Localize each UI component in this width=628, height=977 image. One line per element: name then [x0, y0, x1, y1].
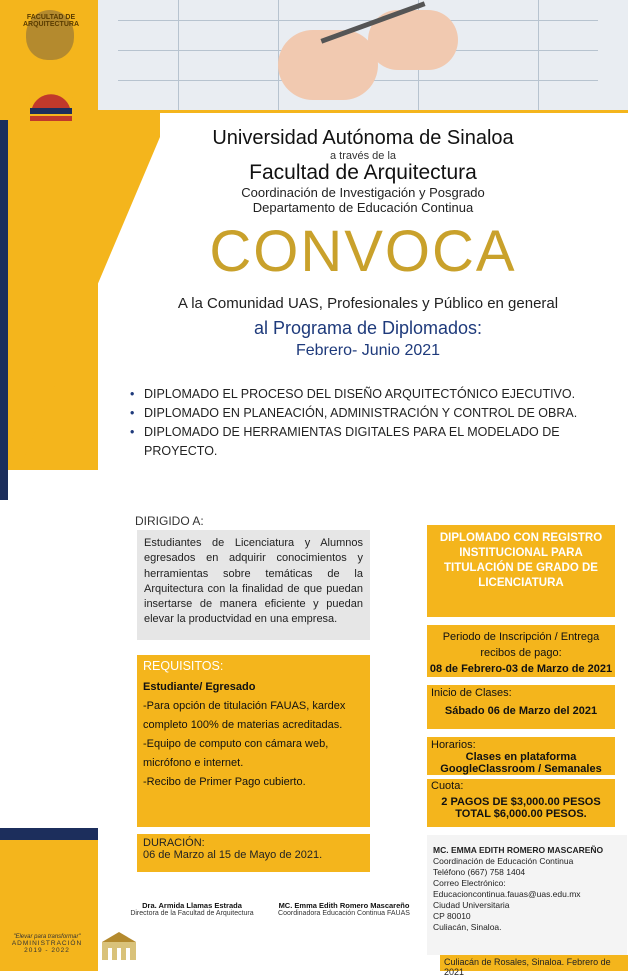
left-navy-bar: [0, 828, 98, 840]
horarios-label: Horarios:: [431, 739, 476, 751]
signature-coordinator: [264, 901, 424, 917]
duracion-box: [137, 834, 370, 872]
left-white-area: [0, 470, 98, 830]
contact-email: Educacioncontinua.fauas@uas.edu.mx: [433, 889, 581, 899]
horarios-box: [427, 737, 615, 775]
requisitos-title: REQUISITOS:: [143, 659, 224, 673]
contact-line: Ciudad Universitaria: [433, 900, 510, 910]
requisitos-box: [137, 655, 370, 827]
building-logo-icon: [100, 930, 138, 962]
contact-line: Correo Electrónico:: [433, 878, 506, 888]
admin-title: ADMINISTRACIÓN: [11, 940, 83, 947]
contact-line: CP 80010: [433, 911, 471, 921]
contact-line: Teléfono (667) 758 1404: [433, 867, 526, 877]
requisito-item: -Recibo de Primer Pago cubierto.: [143, 776, 306, 788]
signature-director: [122, 901, 262, 917]
program-title: al Programa de Diplomados:: [253, 318, 483, 338]
left-navy-stripe: [0, 120, 8, 500]
dirigido-text: Estudiantes de Licenciatura y Alumnos egresados en adquirir conocimientos y herramientas sobre temáticas de la Arquitectura con la finalidad de que puedan insertarse de manera eficiente y puedan elevar la productvidad en una empresa.: [137, 530, 370, 640]
cuota-label: Cuota:: [431, 780, 464, 792]
cuota-line-1: 2 PAGOS DE $3,000.00 PESOS: [441, 796, 601, 808]
convoca-heading: CONVOCA: [209, 219, 517, 284]
signature-role: Directora de la Facultad de Arquitectura: [130, 910, 254, 917]
cuota-line-2: TOTAL $6,000.00 PESOS.: [455, 808, 587, 820]
dirigido-label: DIRIGIDO A:: [135, 514, 204, 528]
inicio-box: [427, 685, 615, 729]
admin-logo: [6, 934, 88, 954]
inicio-value: Sábado 06 de Marzo del 2021: [444, 705, 598, 717]
list-item: • DIPLOMADO EL PROCESO DEL DISEÑO ARQUITECTÓNICO EJECUTIVO.: [130, 385, 620, 404]
inicio-label: Inicio de Clases:: [431, 687, 512, 699]
coordination-name: Coordinación de Investigación y Posgrado: [241, 185, 485, 200]
a-traves-text: a través de la: [329, 150, 397, 162]
cuota-box: [427, 779, 615, 827]
signature-role: Coordinadora Educación Continua FAUAS: [278, 910, 410, 917]
contact-box: [427, 835, 627, 955]
requisito-item: -Para opción de titulación FAUAS, kardex completo 100% de materias acreditadas.: [143, 700, 346, 731]
inscripcion-box: [427, 625, 615, 677]
registro-box: DIPLOMADO CON REGISTRO INSTITUCIONAL PARA TITULACIÓN DE GRADO DE LICENCIATURA: [427, 525, 615, 617]
diplomados-list: [130, 385, 620, 461]
signature-name: MC. Emma Edith Romero Mascareño: [278, 901, 410, 910]
audience-text: A la Comunidad UAS, Profesionales y Público en general: [177, 295, 559, 312]
list-item: • DIPLOMADO DE HERRAMIENTAS DIGITALES PARA EL MODELADO DE PROYECTO.: [130, 423, 620, 461]
requisitos-subtitle: Estudiante/ Egresado: [143, 681, 256, 693]
crest-text: FACULTAD DE ARQUITECTURA: [23, 14, 79, 28]
faculty-name: Facultad de Arquitectura: [249, 161, 477, 184]
list-item: • DIPLOMADO EN PLANEACIÓN, ADMINISTRACIÓN Y CONTROL DE OBRA.: [130, 404, 620, 423]
department-name: Departamento de Educación Continua: [252, 200, 474, 215]
signature-name: Dra. Armida Llamas Estrada: [142, 901, 242, 910]
university-name: Universidad Autónoma de Sinaloa: [212, 127, 514, 149]
header-blueprint-image: [98, 0, 628, 113]
inscripcion-value: 08 de Febrero-03 de Marzo de 2021: [429, 663, 613, 675]
admin-slogan: "Elevar para transformar": [13, 934, 81, 940]
duracion-value: 06 de Marzo al 15 de Mayo de 2021.: [143, 849, 323, 861]
contact-line: Culiacán, Sinaloa.: [433, 922, 502, 932]
requisito-item: -Equipo de computo con cámara web, micrófono e internet.: [143, 738, 329, 769]
uas-logo-icon: [28, 78, 74, 124]
inscripcion-label: Periodo de Inscripción / Entrega recibos de pago:: [442, 631, 600, 659]
admin-years: 2019 - 2022: [24, 947, 70, 954]
duracion-label: DURACIÓN:: [143, 837, 205, 849]
contact-line: Coordinación de Educación Continua: [433, 856, 574, 866]
contact-name: MC. EMMA EDITH ROMERO MASCAREÑO: [433, 845, 604, 855]
horarios-value: Clases en plataforma GoogleClassroom / Semanales: [440, 751, 602, 775]
program-period: Febrero- Junio 2021: [295, 342, 441, 359]
footer-text: Culiacán de Rosales, Sinaloa. Febrero de 2021: [444, 957, 611, 977]
